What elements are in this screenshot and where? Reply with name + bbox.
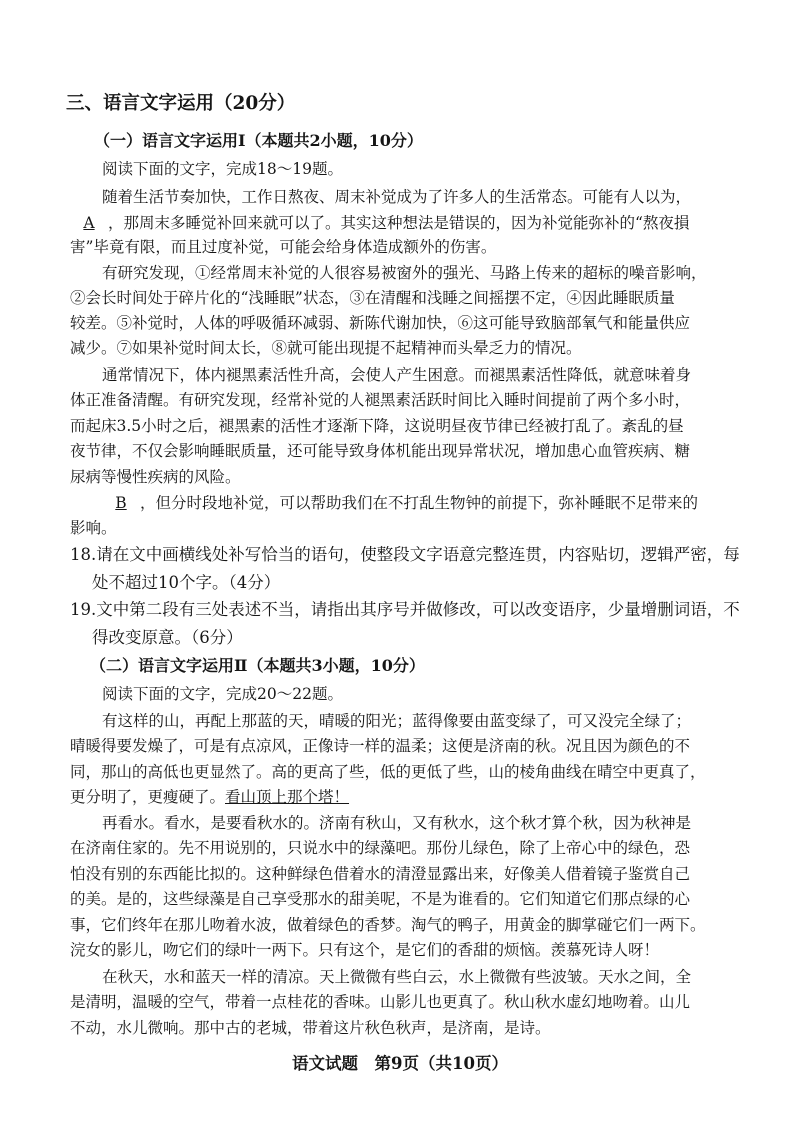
underlined-sentence: 看山顶上那个塔！ bbox=[225, 788, 350, 806]
part2-p1-line: 有这样的山，再配上那蓝的天，晴暖的阳光；蓝得像要由蓝变绿了，可又没完全绿了； bbox=[102, 712, 692, 730]
part2-p3-line: 在秋天，水和蓝天一样的清凉。天上微微有些白云，水上微微有些波皱。天水之间，全 bbox=[102, 968, 692, 986]
part2-p2-line: 浣女的影儿，吻它们的绿叶一两下。只有这个，是它们的香甜的烦恼。羡慕死诗人呀！ bbox=[70, 941, 660, 959]
part2-title: （二）语言文字运用Ⅱ（本题共3小题，10分） bbox=[90, 656, 425, 675]
part1-title: （一）语言文字运用Ⅰ（本题共2小题，10分） bbox=[94, 131, 423, 150]
part1-p1-line: 害”毕竟有限，而且过度补觉，可能会给身体造成额外的伤害。 bbox=[70, 238, 497, 256]
section-title: 三、语言文字运用（20分） bbox=[66, 93, 296, 114]
part2-p3-line: 不动，水儿微响。那中古的老城，带着这片秋色秋声，是济南，是诗。 bbox=[70, 1019, 551, 1037]
part1-p1-line: 随着生活节奏加快，工作日熬夜、周末补觉成为了许多人的生活常态。可能有人以为， bbox=[102, 188, 692, 206]
blank-b: B bbox=[115, 494, 127, 512]
question-19-cont: 得改变原意。（6分） bbox=[92, 628, 243, 647]
part2-p1-line: 晴暖得要发燥了，可是有点凉风，正像诗一样的温柔；这便是济南的秋。况且因为颜色的不 bbox=[70, 737, 691, 755]
part1-p2-line: 减少。⑦如果补觉时间太长，⑧就可能出现提不起精神而头晕乏力的情况。 bbox=[70, 339, 582, 357]
part1-instruction: 阅读下面的文字，完成18～19题。 bbox=[102, 160, 343, 178]
part2-p2-line: 事，它们终年在那儿吻着水波，做着绿色的香梦。淘气的鸭子，用黄金的脚掌碰它们一两下。 bbox=[70, 916, 706, 934]
part2-p2-line: 的美。是的，这些绿藻是自己享受那水的甜美呢，不是为谁看的。它们知道它们那点绿的心 bbox=[70, 890, 691, 908]
question-18-cont: 处不超过10个字。（4分） bbox=[92, 573, 281, 592]
part1-p3-line: 尿病等慢性疾病的风险。 bbox=[70, 468, 241, 486]
part1-p4-line bbox=[102, 493, 698, 513]
question-18: 18.请在文中画横线处补写恰当的语句，使整段文字语意完整连贯，内容贴切，逻辑严密，每 bbox=[70, 545, 740, 564]
part1-p1-line bbox=[70, 213, 689, 233]
part1-p3-line: 体正准备清醒。有研究发现，经常补觉的人褪黑素活跃时间比入睡时间提前了两个多小时， bbox=[70, 391, 691, 409]
blank-a: A bbox=[83, 214, 95, 232]
part1-p2-line: 较差。⑤补觉时，人体的呼吸循环减弱、新陈代谢加快，⑥这可能导致脑部氧气和能量供应 bbox=[70, 314, 691, 332]
question-19: 19.文中第二段有三处表述不当，请指出其序号并做修改，可以改变语序，少量增删词语，不 bbox=[70, 600, 740, 619]
part2-p3-line: 是清明，温暖的空气，带着一点桂花的香味。山影儿也更真了。秋山秋水虚幻地吻着。山儿 bbox=[70, 993, 691, 1011]
part1-p3-line: 而起床3.5小时之后，褪黑素的活性才逐渐下降，这说明昼夜节律已经被打乱了。紊乱的昼 bbox=[70, 417, 684, 435]
part1-p3-line: 通常情况下，体内褪黑素活性升高，会使人产生困意。而褪黑素活性降低，就意味着身 bbox=[102, 366, 692, 384]
part2-p1-text: 更分明了，更瘦硬了。 bbox=[70, 788, 226, 806]
part2-p2-line: 再看水。看水，是要看秋水的。济南有秋山，又有秋水，这个秋才算个秋，因为秋神是 bbox=[102, 814, 692, 832]
part2-p2-line: 怕没有别的东西能比拟的。这种鲜绿色借着水的清澄显露出来，好像美人借着镜子鉴赏自己 bbox=[70, 865, 691, 883]
part1-p4-line: 影响。 bbox=[70, 519, 117, 537]
part1-p3-line: 夜节律，不仅会影响睡眠质量，还可能导致身体机能出现异常状况，增加患心血管疾病、糖 bbox=[70, 442, 691, 460]
page-footer: 语文试题 第9页（共10页） bbox=[292, 1054, 508, 1073]
part2-instruction: 阅读下面的文字，完成20～22题。 bbox=[102, 685, 343, 703]
part2-p1-line bbox=[70, 787, 349, 807]
part1-p4-text: ，但分时段地补觉，可以帮助我们在不打乱生物钟的前提下，弥补睡眠不足带来的 bbox=[140, 494, 699, 512]
part1-p1-text: ，那周末多睡觉补回来就可以了。其实这种想法是错误的，因为补觉能弥补的“熬夜損 bbox=[108, 214, 690, 232]
part2-p1-line: 同，那山的高低也更显然了。高的更高了些，低的更低了些，山的棱角曲线在晴空中更真了， bbox=[70, 763, 706, 781]
part2-p2-line: 在济南住家的。先不用说别的，只说水中的绿藻吧。那份儿绿色，除了上帝心中的绿色，恐 bbox=[70, 839, 691, 857]
part1-p2-line: ②会长时间处于碎片化的“浅睡眠”状态，③在清醒和浅睡之间摇摆不定，④因此睡眠质量 bbox=[70, 289, 675, 307]
part1-p2-line: 有研究发现，①经常周末补觉的人很容易被窗外的强光、马路上传来的超标的噪音影响， bbox=[102, 264, 707, 282]
